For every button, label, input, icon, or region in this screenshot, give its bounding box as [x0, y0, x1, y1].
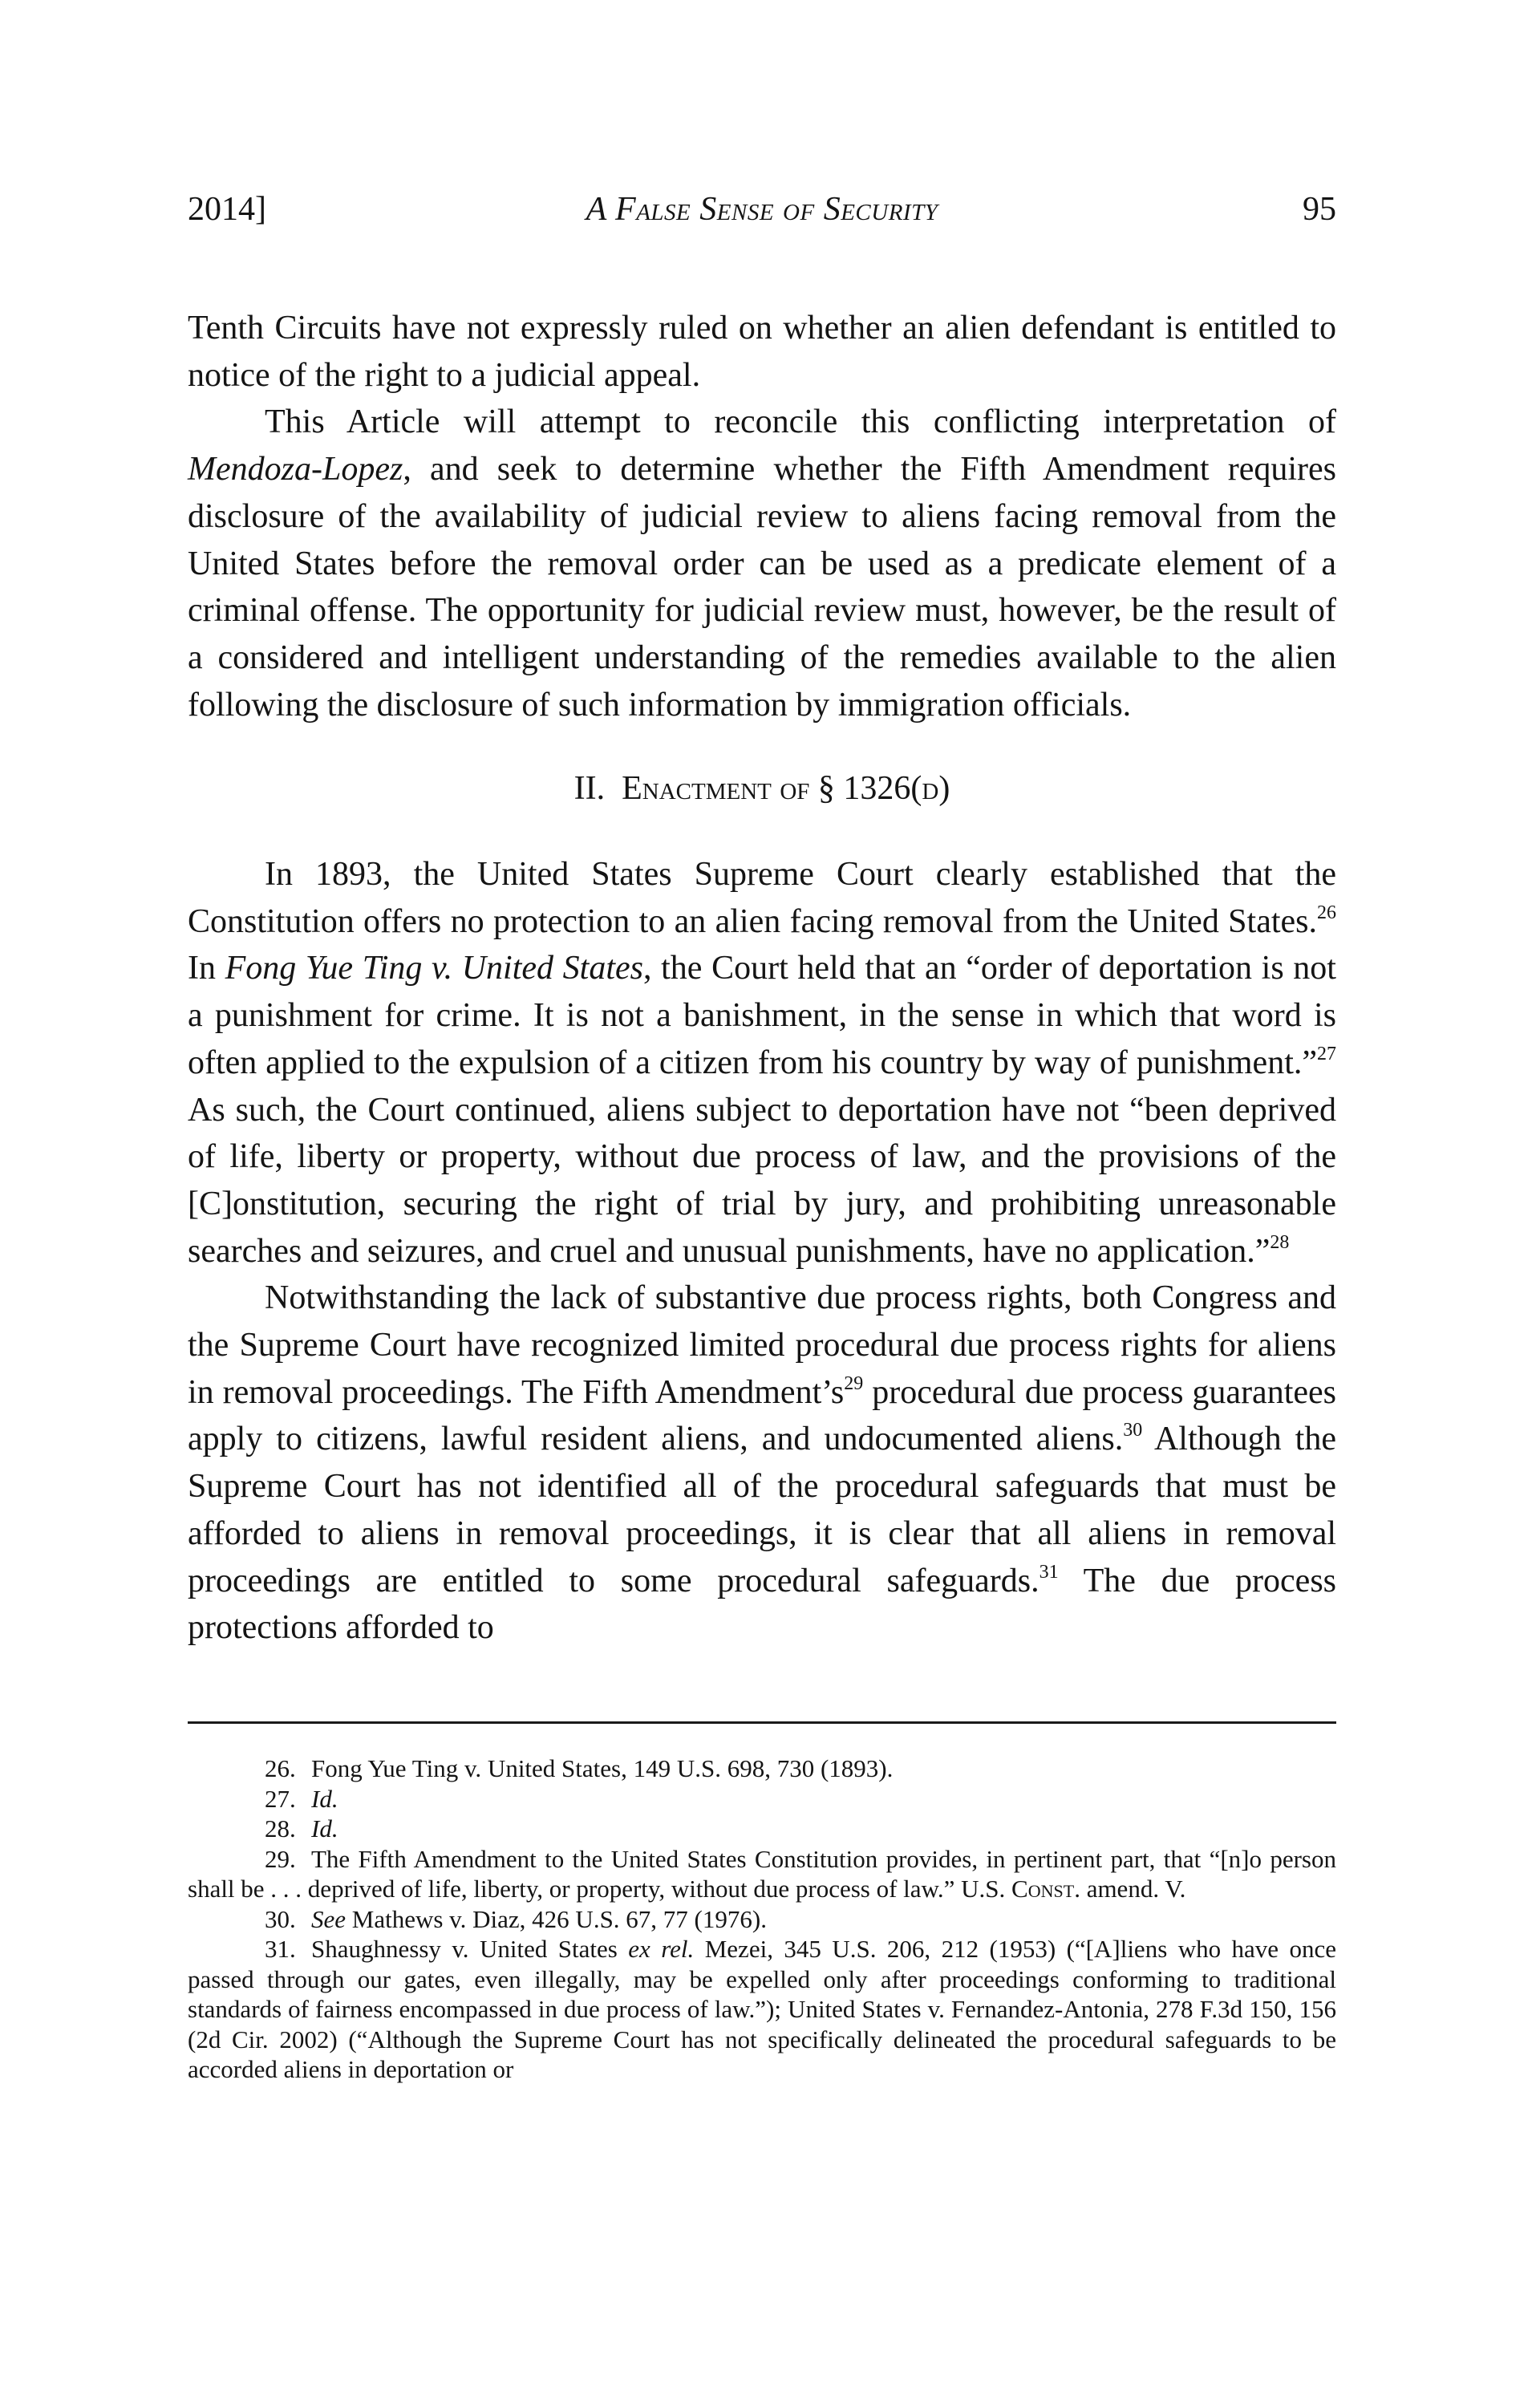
footnote-number: 31. — [265, 1935, 296, 1963]
footnote-28: 28. Id. — [265, 1814, 338, 1843]
footnote-ref[interactable]: 26 — [1317, 902, 1336, 923]
case-name: Fong Yue Ting v. United States — [225, 950, 643, 987]
section-title: Enactment of § 1326(d) — [622, 770, 950, 808]
footnote-divider — [188, 1721, 1336, 1724]
footnote-ref[interactable]: 28 — [1270, 1231, 1290, 1253]
footnote-30: 30. See Mathews v. Diaz, 426 U.S. 67, 77 (1976). — [265, 1904, 767, 1933]
footnote-ref[interactable]: 31 — [1039, 1561, 1059, 1583]
footnote-ref[interactable]: 29 — [844, 1372, 864, 1394]
footnotes — [188, 1753, 1336, 2085]
paragraph-3: In 1893, the United States Supreme Court clearly established that the Constitution offers no protection to an alien facing removal from the United States.$^{26}$ In Fong Yue Ting v. United States, the Court held that an “order of deportation is not a punishment for crime. It is not a banishment, in the sense in which that word is often applied to the expulsion of a citizen from his country by way of punishment.”$^{27}$ As such, the Court continued, aliens subject to deportation have not “been deprived of life, liberty or property, without due process of law, and the provisions of the [C]onstitution, securing the right of trial by jury, and prohibiting unreasonable searches and seizures, and cruel and unusual punishments, have no application.”$^{28}$ — [188, 856, 1336, 1270]
footnote-number: 26. — [265, 1754, 296, 1782]
footnote-26: 26. Fong Yue Ting v. United States, 149 U.S. 698, 730 (1893). — [265, 1754, 894, 1782]
paragraph-1: Tenth Circuits have not expressly ruled on whether an alien defendant is entitled to notice of the right to a judicial appeal. — [188, 310, 1336, 394]
paragraph-4: Notwithstanding the lack of substantive due process rights, both Congress and the Supreme Court have recognized limited procedural due process rights for aliens in removal proceedings. The Fifth $Amendment’s^{29}$ procedural due process guarantees apply to citizens, lawful resident aliens, and undocumented aliens.$^{30}$ Although the Supreme Court has not identified all of the procedural safeguards that must be afforded to aliens in removal proceedings, it is clear that all aliens in removal proceedings are entitled to some procedural safeguards.$^{31}$ The due process protections afforded to — [188, 1279, 1337, 1647]
footnote-number: 30. — [265, 1904, 296, 1933]
running-header — [188, 181, 1336, 237]
footnote-number: 27. — [265, 1784, 296, 1813]
footnote-31: 31. Shaughnessy v. United States ex rel. Mezei, 345 U.S. 206, 212 (1953) (“[A]liens who have once passed through our gates, even illegally, may be expelled only after proceedings conforming to traditional standards of fairness encompassed in due process of law.”); United States v. Fernandez-Antonia, 278 F.3d 150, 156 (2d Cir. 2002) (“Although the Supreme Court has not specifically delineated the procedural safeguards to be accorded aliens in deportation or — [188, 1935, 1336, 2083]
section-heading — [188, 765, 1336, 813]
case-name: Mendoza-Lopez — [188, 451, 403, 489]
header-title: A False Sense of Security — [586, 191, 938, 228]
footnote-number: 29. — [265, 1844, 296, 1873]
footnote-ref[interactable]: 27 — [1317, 1043, 1336, 1064]
section-number: II. — [573, 770, 606, 808]
paragraph-2: This Article will attempt to reconcile this conflicting interpretation of Mendoza-Lopez, and seek to determine whether the Fifth Amendment requires disclosure of the availability of judicial review to aliens facing removal from the United States before the removal order can be used as a predicate element of a criminal offense. The opportunity for judicial review must, however, be the result of a considered and intelligent understanding of the remedies available to the alien following the disclosure of such information by immigration officials. — [188, 403, 1336, 724]
footnote-ref[interactable]: 30 — [1123, 1420, 1143, 1441]
page-number: 95 — [1303, 191, 1336, 228]
footnote-29: 29. The Fifth Amendment to the United States Constitution provides, in pertinent part, that “[n]o person shall be . . . deprived of life, liberty, or property, without due process of law.” U.S. Const. amend. V. — [188, 1844, 1336, 1903]
body-text — [188, 305, 1336, 1652]
footnote-number: 28. — [265, 1814, 296, 1843]
footnote-27: 27. Id. — [265, 1784, 338, 1813]
header-year: 2014] — [188, 191, 266, 228]
